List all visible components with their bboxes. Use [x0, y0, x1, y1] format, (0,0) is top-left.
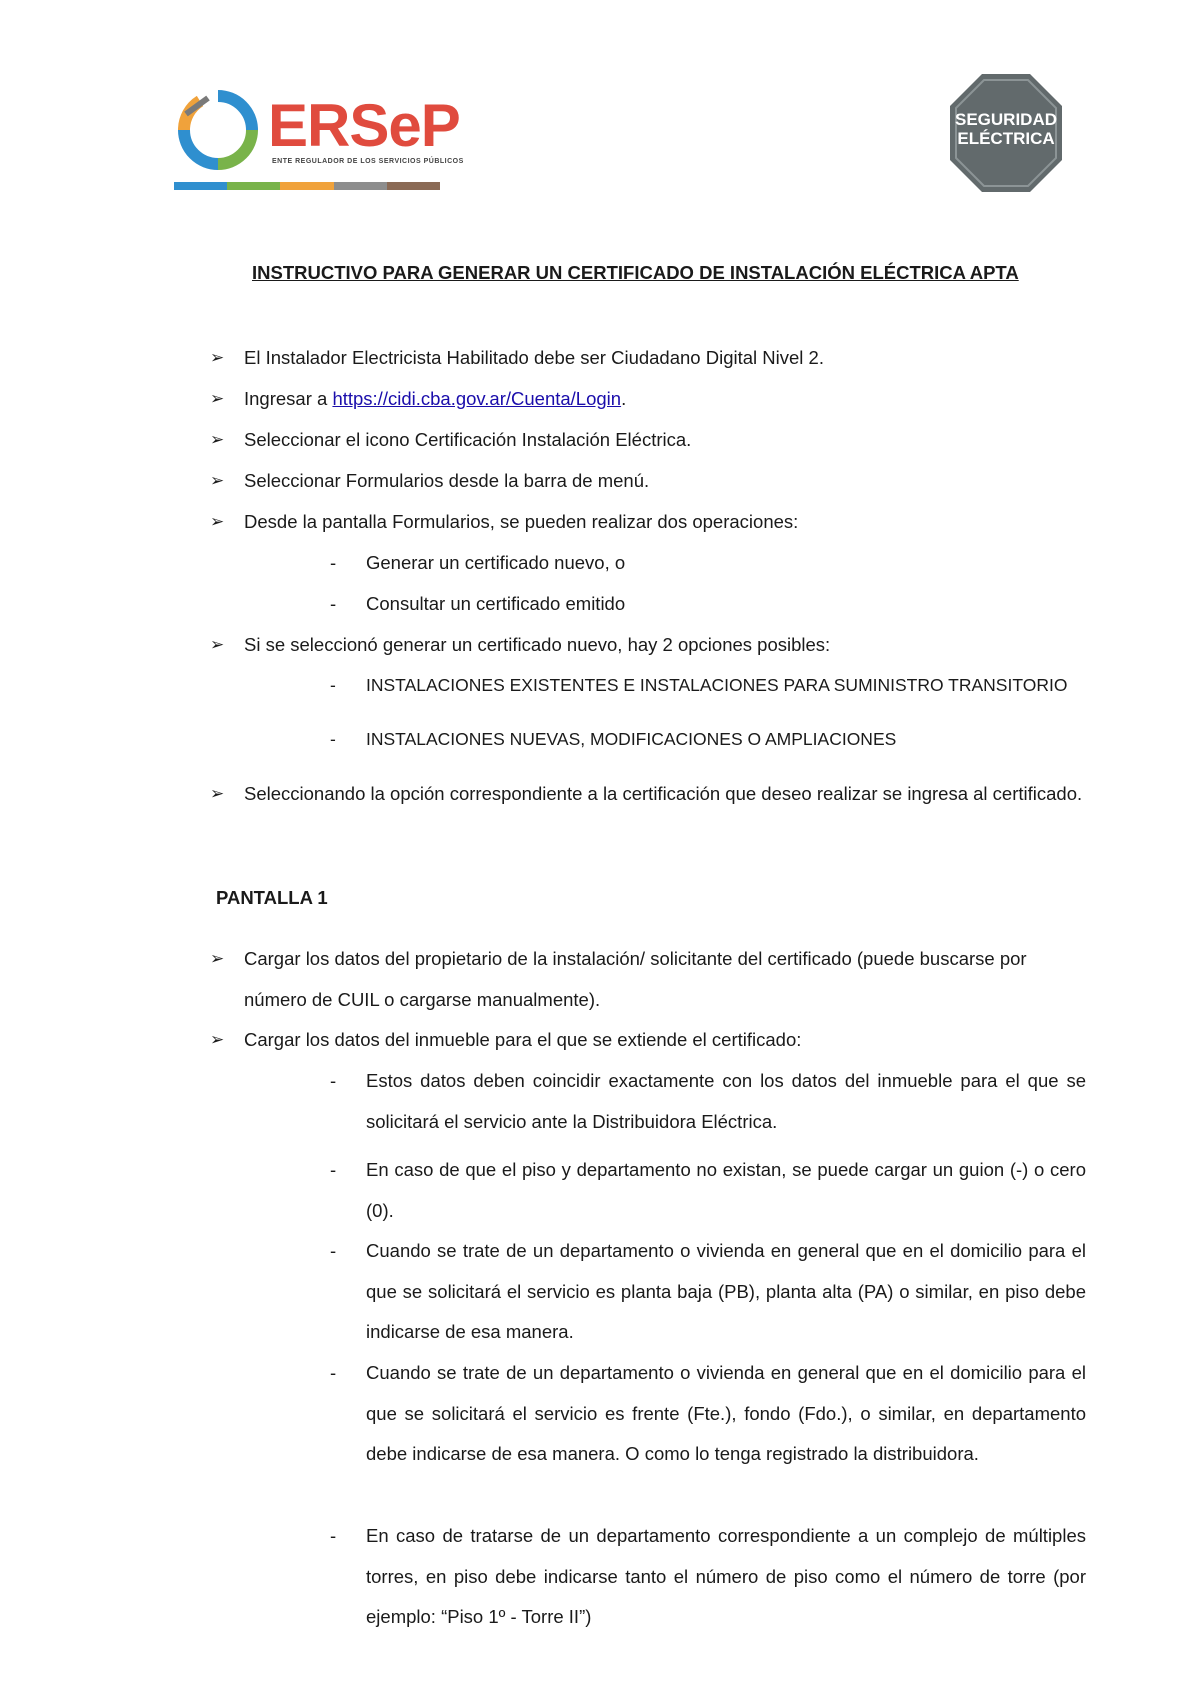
section-heading: PANTALLA 1 [216, 887, 328, 908]
bullet-item [210, 625, 1086, 666]
dash-text: Consultar un certificado emitido [366, 593, 626, 614]
arrow-bullet-icon: ➢ [210, 784, 225, 803]
bullet-text: Cargar los datos del inmueble para el que se extiende el certificado: [244, 1029, 802, 1050]
bullet-item [210, 1020, 1086, 1061]
bullet-item [210, 379, 1086, 420]
arrow-bullet-icon: ➢ [210, 389, 225, 408]
seguridad-electrica-logo [948, 72, 1064, 194]
arrow-bullet-icon: ➢ [210, 949, 225, 968]
dash-item: - Consultar un certificado emitido [330, 593, 626, 614]
bullet-item [210, 420, 1086, 461]
dash-text: Cuando se trate de un departamento o vivienda en general que en el domicilio para el que se solicitará el servicio es planta baja (PB), planta alta (PA) o similar, en piso debe indicarse de esa manera. [366, 1240, 1086, 1342]
bullet-text: Seleccionar Formularios desde la barra de menú. [244, 470, 650, 491]
bullet-text: Si se seleccionó generar un certificado nuevo, hay 2 opciones posibles: [244, 634, 831, 655]
bullet-text-suffix: . [621, 388, 627, 409]
dash-text: Estos datos deben coincidir exactamente con los datos del inmueble para el que se solicitará el servicio ante la Distribuidora Eléctrica. [366, 1070, 1086, 1132]
dash-item: - En caso de tratarse de un departamento correspondiente a un complejo de múltiples torres, en piso debe indicarse tanto el número de piso como el número de torre (por ejemplo: “Piso 1º - Torre II”) [330, 1525, 1086, 1627]
dash-text: Cuando se trate de un departamento o vivienda en general que en el domicilio para el que se solicitará el servicio es frente (Fte.), fondo (Fdo.), o similar, en departamento debe indicarse de esa manera. O como lo tenga registrado la distribuidora. [366, 1362, 1086, 1464]
ersep-ring-icon [178, 90, 258, 170]
ersep-wordmark: ERSeP [268, 92, 460, 159]
bullet-text: Cargar los datos del propietario de la instalación/ solicitante del certificado (puede buscarse por número de CUIL o cargarse manualmente). [244, 948, 1027, 1010]
dash-item: - Estos datos deben coincidir exactamente con los datos del inmueble para el que se solicitará el servicio ante la Distribuidora Eléctrica. [330, 1070, 1086, 1132]
bullet-text: Seleccionando la opción correspondiente a la certificación que deseo realizar se ingresa al certificado. [244, 783, 1083, 804]
dash-item: - Generar un certificado nuevo, o [330, 552, 626, 573]
dash-item: - INSTALACIONES NUEVAS, MODIFICACIONES O AMPLIACIONES [330, 729, 897, 749]
arrow-bullet-icon: ➢ [210, 348, 225, 367]
bullet-item [210, 502, 1086, 543]
bullet-item [210, 774, 1086, 815]
ersep-subtitle: ENTE REGULADOR DE LOS SERVICIOS PÚBLICOS [272, 158, 464, 165]
document-title: INSTRUCTIVO PARA GENERAR UN CERTIFICADO DE INSTALACIÓN ELÉCTRICA APTA [252, 262, 1019, 283]
dash-text: INSTALACIONES EXISTENTES E INSTALACIONES PARA SUMINISTRO TRANSITORIO [366, 675, 1068, 695]
bullet-text: Desde la pantalla Formularios, se pueden realizar dos operaciones: [244, 511, 799, 532]
bullet-text: El Instalador Electricista Habilitado debe ser Ciudadano Digital Nivel 2. [244, 347, 824, 368]
dash-item: - INSTALACIONES EXISTENTES E INSTALACIONES PARA SUMINISTRO TRANSITORIO [330, 675, 1068, 695]
electrica-line: ELÉCTRICA [957, 129, 1055, 148]
arrow-bullet-icon: ➢ [210, 430, 225, 449]
dash-item: - Cuando se trate de un departamento o vivienda en general que en el domicilio para el que se solicitará el servicio es frente (Fte.), fondo (Fdo.), o similar, en departamento debe indicarse de esa manera. O como lo tenga registrado la distribuidora. [330, 1362, 1086, 1464]
seguridad-electrica-text [948, 110, 1064, 148]
dash-text: INSTALACIONES NUEVAS, MODIFICACIONES O AMPLIACIONES [366, 729, 897, 749]
bullet-text: Ingresar a [244, 388, 333, 409]
dash-item: - En caso de que el piso y departamento no existan, se puede cargar un guion (-) o cero (0). [330, 1159, 1086, 1221]
bullet-item [210, 939, 1086, 1020]
seguridad-line: SEGURIDAD [954, 110, 1057, 129]
ersep-logo [174, 86, 464, 196]
arrow-bullet-icon: ➢ [210, 1030, 225, 1049]
dash-text: Generar un certificado nuevo, o [366, 552, 626, 573]
cidi-login-link[interactable]: https://cidi.cba.gov.ar/Cuenta/Login [332, 388, 622, 409]
arrow-bullet-icon: ➢ [210, 471, 225, 490]
bullet-text: Seleccionar el icono Certificación Instalación Eléctrica. [244, 429, 692, 450]
bullet-item [210, 338, 1086, 379]
arrow-bullet-icon: ➢ [210, 635, 225, 654]
dash-item: - Cuando se trate de un departamento o vivienda en general que en el domicilio para el que se solicitará el servicio es planta baja (PB), planta alta (PA) o similar, en piso debe indicarse de esa manera. [330, 1240, 1086, 1342]
arrow-bullet-icon: ➢ [210, 512, 225, 531]
bullet-item [210, 461, 1086, 502]
dash-text: En caso de que el piso y departamento no existan, se puede cargar un guion (-) o cero (0). [366, 1159, 1086, 1221]
ersep-color-bar [174, 182, 440, 190]
dash-text: En caso de tratarse de un departamento correspondiente a un complejo de múltiples torres, en piso debe indicarse tanto el número de piso como el número de torre (por ejemplo: “Piso 1º - Torre II”) [366, 1525, 1086, 1627]
